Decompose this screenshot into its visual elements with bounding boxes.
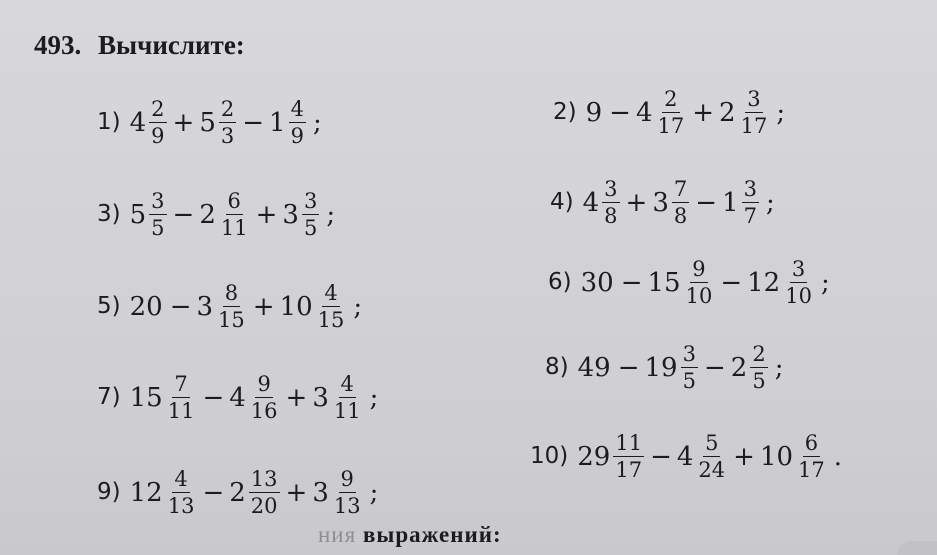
- numerator: 4: [322, 282, 339, 307]
- whole-part: 10: [759, 441, 794, 472]
- numerator: 9: [339, 468, 356, 493]
- whole-part: 5: [129, 199, 147, 230]
- numerator: 3: [681, 343, 698, 368]
- problem-label: 10): [530, 443, 569, 470]
- numerator: 7: [672, 178, 689, 203]
- whole-part: 3: [196, 291, 214, 322]
- exercise-title: Вычислите:: [98, 30, 245, 60]
- mixed-number: [677, 432, 728, 481]
- mixed-number: [312, 373, 363, 422]
- mixed-number: [585, 97, 605, 128]
- numerator: 5: [703, 432, 720, 457]
- fraction: [672, 178, 689, 227]
- denominator: 15: [317, 308, 345, 333]
- numerator: 6: [803, 432, 820, 457]
- operator: −: [703, 352, 726, 383]
- terminator: ;: [369, 477, 379, 508]
- numerator: 4: [172, 468, 189, 493]
- mixed-number: [719, 88, 770, 137]
- mixed-number: [280, 282, 348, 331]
- fraction: [316, 282, 347, 331]
- mixed-number: [747, 258, 815, 307]
- operator: +: [733, 441, 755, 472]
- terminator: .: [833, 441, 843, 472]
- problem-1: [97, 98, 322, 147]
- mixed-number: [648, 258, 716, 307]
- numerator: 9: [255, 373, 272, 398]
- mixed-number: [636, 88, 687, 137]
- operator: −: [172, 199, 195, 230]
- fraction: [289, 98, 306, 147]
- mixed-number: [197, 282, 248, 331]
- whole-part: 20: [129, 291, 163, 322]
- mixed-number: [760, 432, 828, 481]
- problem-9: [97, 468, 378, 517]
- mixed-number: [130, 98, 168, 147]
- mixed-number: [229, 373, 280, 422]
- whole-part: 9: [585, 97, 603, 128]
- problem-8: [545, 343, 783, 392]
- denominator: 20: [250, 494, 278, 519]
- fraction: [750, 343, 767, 392]
- numerator: 2: [662, 88, 679, 113]
- operator: +: [285, 382, 308, 413]
- operator: −: [202, 477, 225, 508]
- operator: −: [617, 352, 640, 383]
- fraction: [302, 190, 319, 239]
- whole-part: 3: [312, 382, 329, 413]
- whole-part: 1: [722, 187, 739, 218]
- problem-label: 1): [97, 109, 121, 136]
- terminator: ;: [820, 267, 830, 298]
- operator: +: [252, 291, 275, 322]
- whole-part: 2: [229, 477, 246, 508]
- whole-part: 12: [747, 267, 781, 298]
- problem-3: [97, 190, 335, 239]
- terminator: ;: [326, 199, 336, 230]
- whole-part: 10: [279, 291, 313, 322]
- denominator: 3: [220, 124, 235, 149]
- problem-label: 3): [97, 201, 121, 228]
- mixed-number: [652, 178, 690, 227]
- operator: −: [242, 107, 265, 138]
- whole-part: 3: [312, 477, 329, 508]
- fraction: [742, 178, 759, 227]
- mixed-number: [583, 178, 621, 227]
- problem-5: [97, 282, 362, 331]
- numerator: 3: [790, 258, 807, 283]
- problem-10: [530, 432, 842, 481]
- whole-part: 1: [269, 107, 286, 138]
- next-exercise-caption: [318, 522, 502, 548]
- denominator: 8: [673, 204, 688, 229]
- operator: +: [692, 97, 715, 128]
- denominator: 10: [785, 284, 812, 309]
- whole-part: 2: [719, 97, 736, 128]
- mixed-number: [199, 190, 250, 239]
- fraction: [681, 343, 698, 392]
- exercise-number: 493.: [34, 30, 82, 60]
- denominator: 9: [290, 124, 304, 149]
- terminator: ;: [776, 97, 786, 128]
- whole-part: 2: [199, 199, 216, 230]
- denominator: 17: [657, 114, 685, 139]
- fraction: [332, 468, 363, 517]
- problem-label: 5): [97, 293, 121, 320]
- whole-part: 4: [229, 382, 246, 413]
- fraction: [149, 98, 166, 147]
- numerator: 2: [750, 343, 767, 368]
- denominator: 13: [167, 494, 195, 519]
- fraction: [602, 178, 619, 227]
- operator: +: [255, 199, 278, 230]
- fraction: [656, 88, 687, 137]
- denominator: 17: [798, 458, 825, 483]
- denominator: 11: [220, 216, 248, 241]
- terminator: ;: [312, 107, 322, 138]
- numerator: 3: [302, 190, 319, 215]
- fraction: [783, 258, 814, 307]
- numerator: 3: [745, 88, 762, 113]
- whole-part: 3: [282, 199, 299, 230]
- mixed-number: [731, 343, 769, 392]
- next-exercise-caption-faded: ния: [318, 522, 357, 547]
- next-exercise-caption-text: выражений:: [362, 522, 502, 547]
- whole-part: 30: [580, 267, 614, 298]
- fraction: [613, 432, 644, 481]
- numerator: 7: [172, 373, 189, 398]
- numerator: 4: [339, 373, 356, 398]
- whole-part: 2: [730, 352, 748, 383]
- whole-part: 19: [644, 352, 678, 383]
- numerator: 13: [249, 468, 280, 493]
- whole-part: 49: [577, 352, 611, 383]
- problem-label: 9): [97, 479, 121, 506]
- denominator: 24: [698, 458, 726, 483]
- mixed-number: [130, 373, 198, 422]
- mixed-number: [269, 98, 307, 147]
- fraction: [166, 468, 197, 517]
- whole-part: 15: [647, 267, 681, 298]
- operator: −: [650, 441, 672, 472]
- terminator: ;: [369, 382, 379, 413]
- denominator: 8: [604, 204, 618, 229]
- problem-label: 4): [550, 189, 574, 216]
- mixed-number: [645, 343, 699, 392]
- fraction: [219, 98, 236, 147]
- fraction: [739, 88, 770, 137]
- problem-label: 8): [545, 354, 569, 381]
- mixed-number: [577, 432, 645, 481]
- whole-part: 4: [129, 107, 147, 138]
- terminator: ;: [765, 187, 775, 218]
- denominator: 9: [151, 124, 165, 149]
- numerator: 8: [223, 282, 240, 307]
- problem-7: [97, 373, 378, 422]
- fraction: [219, 190, 250, 239]
- problem-label: 2): [553, 99, 577, 126]
- numerator: 11: [613, 432, 644, 457]
- whole-part: 4: [635, 97, 653, 128]
- problem-4: [550, 178, 775, 227]
- operator: +: [625, 187, 648, 218]
- problem-label: 6): [548, 269, 572, 296]
- whole-part: 5: [199, 107, 216, 138]
- operator: +: [172, 107, 195, 138]
- problem-6: [548, 258, 830, 307]
- fraction: [332, 373, 363, 422]
- mixed-number: [129, 291, 165, 322]
- whole-part: 3: [652, 187, 669, 218]
- whole-part: 4: [676, 441, 694, 472]
- operator: −: [695, 187, 718, 218]
- terminator: ;: [774, 352, 784, 383]
- denominator: 15: [218, 308, 245, 333]
- whole-part: 4: [582, 187, 600, 218]
- whole-part: 29: [577, 441, 611, 472]
- whole-part: 12: [129, 477, 163, 508]
- fraction: [696, 432, 727, 481]
- numerator: 3: [149, 190, 166, 215]
- mixed-number: [199, 98, 237, 147]
- mixed-number: [282, 190, 320, 239]
- mixed-number: [312, 468, 363, 517]
- numerator: 2: [219, 98, 236, 123]
- problem-label: 7): [97, 384, 121, 411]
- denominator: 11: [167, 399, 195, 424]
- operator: −: [720, 267, 743, 298]
- numerator: 9: [690, 258, 707, 283]
- fraction: [684, 258, 715, 307]
- denominator: 7: [743, 204, 757, 229]
- denominator: 13: [333, 494, 361, 519]
- exercise-heading: [34, 30, 245, 61]
- mixed-number: [130, 190, 168, 239]
- denominator: 16: [250, 399, 278, 424]
- denominator: 10: [685, 284, 713, 309]
- fraction: [796, 432, 827, 481]
- whole-part: 15: [129, 382, 163, 413]
- operator: −: [609, 97, 631, 128]
- problem-2: [553, 88, 785, 137]
- numerator: 2: [149, 98, 166, 123]
- denominator: 11: [333, 399, 361, 424]
- mixed-number: [577, 352, 613, 383]
- numerator: 6: [226, 190, 243, 215]
- fraction: [166, 373, 197, 422]
- terminator: ;: [353, 291, 363, 322]
- fraction: [149, 190, 166, 239]
- operator: −: [169, 291, 192, 322]
- numerator: 3: [602, 178, 619, 203]
- operator: +: [285, 477, 308, 508]
- denominator: 17: [615, 458, 643, 483]
- fraction: [249, 468, 280, 517]
- denominator: 5: [682, 369, 696, 394]
- numerator: 4: [289, 98, 306, 123]
- denominator: 5: [752, 369, 766, 394]
- denominator: 5: [151, 216, 165, 241]
- fraction: [249, 373, 280, 422]
- mixed-number: [580, 267, 616, 298]
- operator: −: [620, 267, 643, 298]
- operator: −: [202, 382, 225, 413]
- fraction: [216, 282, 247, 331]
- denominator: 17: [740, 114, 768, 139]
- mixed-number: [229, 468, 280, 517]
- mixed-number: [722, 178, 760, 227]
- page-corner-shadow: [897, 541, 937, 555]
- mixed-number: [130, 468, 198, 517]
- numerator: 3: [742, 178, 759, 203]
- denominator: 5: [303, 216, 318, 241]
